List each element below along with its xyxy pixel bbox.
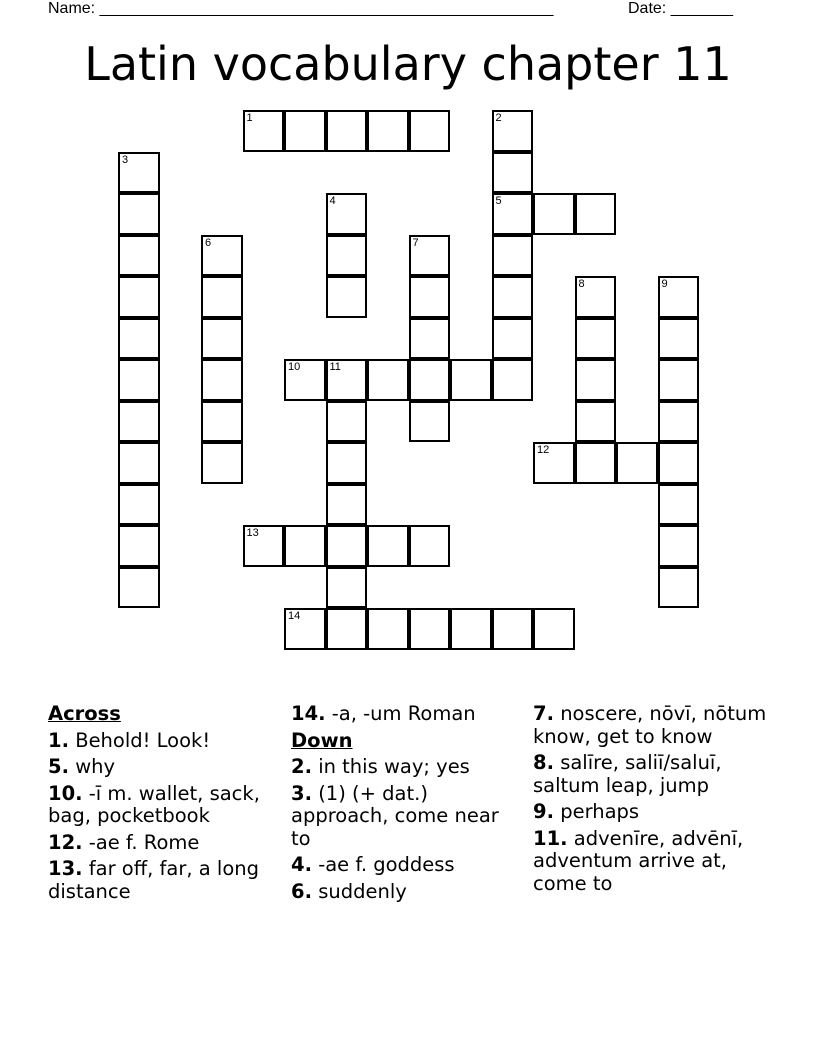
clue-number: 13.: [48, 857, 83, 880]
clue: [48, 730, 278, 753]
clue-text: Behold! Look!: [75, 728, 211, 752]
clue-number: 12: [537, 444, 550, 456]
clue-number: 8: [578, 278, 585, 290]
grid-cell[interactable]: [367, 359, 409, 401]
grid-cell[interactable]: [409, 276, 451, 318]
clue: [533, 752, 773, 797]
clue-text: in this way; yes: [318, 755, 470, 778]
clue-text: -a, -um Roman: [331, 702, 476, 725]
clue-number: 12.: [48, 830, 83, 854]
grid-cell[interactable]: [118, 276, 160, 318]
clue-text: -ae f. goddess: [318, 853, 455, 876]
grid-cell[interactable]: [243, 110, 285, 152]
grid-cell[interactable]: [575, 359, 617, 401]
grid-cell[interactable]: [284, 608, 326, 650]
clue-number: 10: [288, 361, 301, 373]
clue-heading: Across: [48, 702, 121, 725]
clue: [291, 783, 523, 851]
grid-cell[interactable]: [658, 567, 700, 609]
clue-column-3: [533, 703, 773, 899]
grid-cell[interactable]: [243, 525, 285, 567]
grid-cell[interactable]: [450, 608, 492, 650]
grid-cell[interactable]: [658, 401, 700, 443]
grid-cell[interactable]: [409, 608, 451, 650]
clue-number: 14: [288, 610, 301, 622]
clue: [533, 801, 773, 824]
grid-cell[interactable]: [575, 276, 617, 318]
grid-cell[interactable]: [367, 525, 409, 567]
grid-cell[interactable]: [118, 567, 160, 609]
clue: [291, 703, 523, 726]
clue-number: 11.: [533, 826, 568, 850]
grid-cell[interactable]: [492, 359, 534, 401]
clue-text: noscere, nōvī, nōtum know, get to know: [533, 702, 767, 748]
clue-number: 3.: [291, 781, 312, 805]
grid-cell[interactable]: [201, 276, 243, 318]
clue-text: (1) (+ dat.) approach, come near to: [291, 781, 499, 850]
grid-cell[interactable]: [367, 608, 409, 650]
grid-cell[interactable]: [118, 401, 160, 443]
grid-cell[interactable]: [450, 359, 492, 401]
clue-number: 2.: [291, 755, 312, 778]
grid-cell[interactable]: [658, 276, 700, 318]
grid-cell[interactable]: [326, 442, 368, 484]
grid-cell[interactable]: [409, 359, 451, 401]
clue: [533, 828, 773, 896]
grid-cell[interactable]: [284, 359, 326, 401]
clue-number: 7.: [533, 702, 554, 725]
grid-cell[interactable]: [326, 525, 368, 567]
clue-text: -ī m. wallet, sack, bag, pocketbook: [48, 781, 260, 827]
grid-cell[interactable]: [492, 608, 534, 650]
grid-cell[interactable]: [201, 318, 243, 360]
grid-cell[interactable]: [533, 442, 575, 484]
clue: [48, 783, 278, 828]
clue-text: advenīre, advēnī, adventum arrive at, come to: [533, 826, 744, 895]
clue-text: why: [75, 755, 116, 778]
grid-cell[interactable]: [326, 608, 368, 650]
grid-cell[interactable]: [492, 276, 534, 318]
grid-cell[interactable]: [409, 525, 451, 567]
grid-cell[interactable]: [284, 110, 326, 152]
page-title: Latin vocabulary chapter 11: [84, 37, 732, 91]
clue-text: salīre, saliī/saluī, saltum leap, jump: [533, 751, 722, 797]
grid-cell[interactable]: [118, 318, 160, 360]
grid-cell[interactable]: [201, 401, 243, 443]
grid-cell[interactable]: [118, 442, 160, 484]
clue-number: 14.: [291, 702, 326, 725]
grid-cell[interactable]: [326, 484, 368, 526]
grid-cell[interactable]: [492, 152, 534, 194]
clue-number: 3: [122, 153, 129, 166]
clue-text: perhaps: [560, 800, 640, 823]
clue: [533, 703, 773, 748]
grid-cell[interactable]: [367, 110, 409, 152]
clue-number: 8.: [533, 751, 554, 774]
clue-number: 7: [412, 236, 419, 249]
clue-number: 1.: [48, 728, 69, 752]
clue-number: 6.: [291, 879, 312, 903]
grid-cell[interactable]: [326, 193, 368, 235]
grid-cell[interactable]: [118, 359, 160, 401]
clue: [291, 881, 523, 904]
grid-cell[interactable]: [201, 442, 243, 484]
clue-number: 11: [329, 361, 341, 373]
grid-cell[interactable]: [575, 318, 617, 360]
clue-number: 6: [205, 236, 212, 249]
grid-cell[interactable]: [201, 235, 243, 277]
grid-cell[interactable]: [201, 359, 243, 401]
clue: [291, 854, 523, 877]
grid-cell[interactable]: [533, 608, 575, 650]
clue: [48, 858, 278, 903]
grid-cell[interactable]: [575, 442, 617, 484]
name-field-label: Name: ___________________________________________________: [48, 0, 554, 17]
grid-cell[interactable]: [658, 359, 700, 401]
grid-cell[interactable]: [326, 359, 368, 401]
clue-column-2: [291, 703, 523, 907]
clue-text: -ae f. Rome: [88, 830, 200, 854]
grid-cell[interactable]: [658, 525, 700, 567]
grid-cell[interactable]: [616, 442, 658, 484]
grid-cell[interactable]: [118, 484, 160, 526]
grid-cell[interactable]: [492, 235, 534, 277]
clue-number: 4: [329, 195, 336, 207]
grid-cell[interactable]: [326, 401, 368, 443]
grid-cell[interactable]: [326, 276, 368, 318]
clue-number: 5.: [48, 755, 69, 778]
clue-number: 5: [495, 195, 502, 207]
grid-cell[interactable]: [658, 484, 700, 526]
clue-heading: Down: [291, 728, 353, 752]
grid-cell[interactable]: [326, 235, 368, 277]
clue-number: 9.: [533, 800, 554, 823]
grid-cell[interactable]: [492, 318, 534, 360]
grid-cell[interactable]: [326, 567, 368, 609]
grid-cell[interactable]: [409, 318, 451, 360]
clue-text: suddenly: [318, 879, 407, 903]
clue: [48, 756, 278, 779]
clue-column-1: [48, 703, 278, 907]
grid-cell[interactable]: [409, 401, 451, 443]
clue: [291, 756, 523, 779]
clue-number: 10.: [48, 781, 83, 805]
grid-cell[interactable]: [533, 193, 575, 235]
date-field-label: Date: _______: [628, 0, 733, 17]
clue-number: 1: [246, 112, 253, 124]
grid-cell[interactable]: [118, 193, 160, 235]
clue-number: 13: [246, 527, 259, 539]
grid-cell[interactable]: [409, 235, 451, 277]
clue-text: far off, far, a long distance: [48, 857, 260, 903]
grid-cell[interactable]: [284, 525, 326, 567]
grid-cell[interactable]: [492, 110, 534, 152]
grid-cell[interactable]: [575, 401, 617, 443]
grid-cell[interactable]: [658, 442, 700, 484]
clue-number: 2: [495, 112, 502, 124]
grid-cell[interactable]: [658, 318, 700, 360]
grid-cell[interactable]: [575, 193, 617, 235]
clue-number: 4.: [291, 853, 312, 876]
grid-cell[interactable]: [492, 193, 534, 235]
grid-cell[interactable]: [118, 152, 160, 194]
clue-number: 9: [661, 278, 668, 290]
grid-cell[interactable]: [118, 525, 160, 567]
clue: [48, 832, 278, 855]
grid-cell[interactable]: [409, 110, 451, 152]
grid-cell[interactable]: [118, 235, 160, 277]
grid-cell[interactable]: [326, 110, 368, 152]
